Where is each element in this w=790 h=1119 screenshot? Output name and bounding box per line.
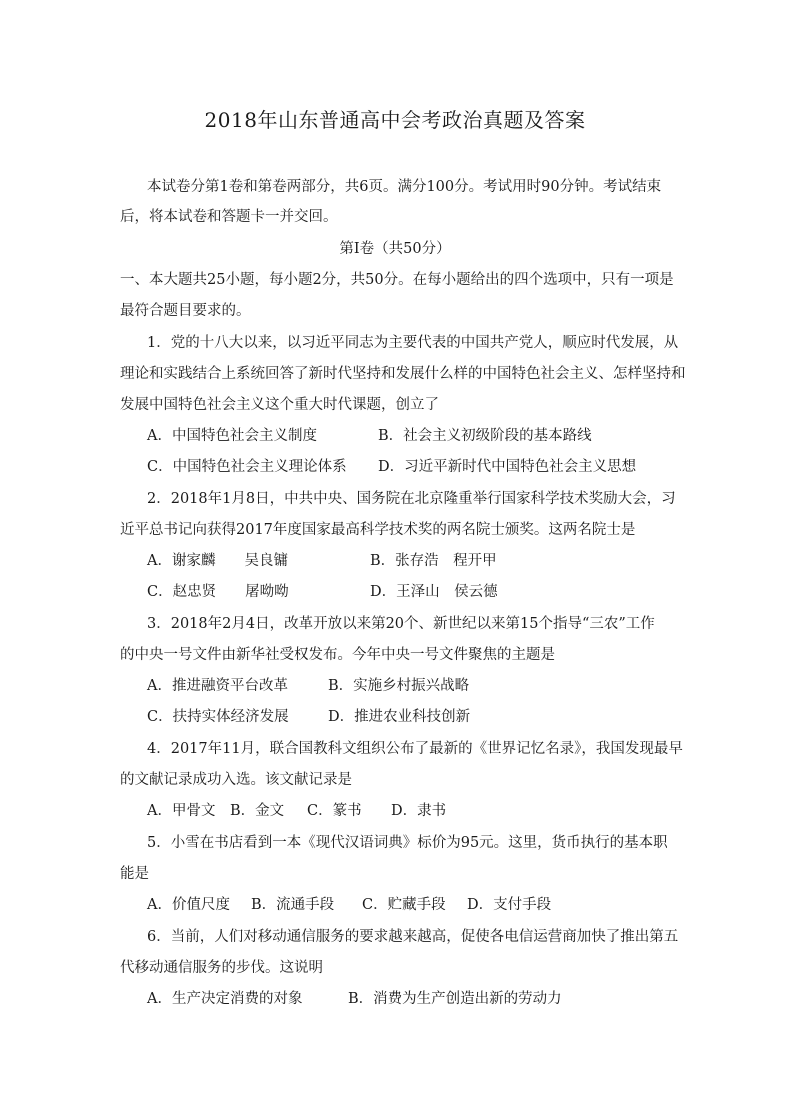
question-3-option-c: C．扶持实体经济发展 [147,709,289,725]
question-1-option-b: B．社会主义初级阶段的基本路线 [378,428,592,444]
instructions-line-2: 最符合题目要求的。 [120,303,251,319]
question-4-option-d: D．隶书 [391,803,447,819]
question-1-line-2: 理论和实践结合上系统回答了新时代坚持和发展什么样的中国特色社会主义、怎样坚持和 [120,366,686,382]
question-5-option-c: C．贮藏手段 [362,897,446,913]
question-1-line-3: 发展中国特色社会主义这个重大时代课题，创立了 [120,397,439,413]
question-1-option-c: C．中国特色社会主义理论体系 [147,459,347,475]
question-4-line-2: 的文献记录成功入选。该文献记录是 [120,772,352,788]
question-2-option-b: B．张存浩 程开甲 [370,553,497,569]
question-4-option-b: B．金文 [230,803,285,819]
question-6-option-a: A．生产决定消费的对象 [147,991,303,1007]
question-5-line-2: 能是 [120,866,149,882]
question-2-option-d: D．王泽山 侯云德 [370,584,498,600]
question-6-line-1: 6．当前，人们对移动通信服务的要求越来越高，促使各电信运营商加快了推出第五 [147,929,679,945]
page-title: 2018年山东普通高中会考政治真题及答案 [204,108,586,132]
question-3-option-d: D．推进农业科技创新 [328,709,471,725]
question-3-option-a: A．推进融资平台改革 [147,678,288,694]
section-heading: 第Ⅰ卷（共50分） [339,241,451,257]
question-2-line-2: 近平总书记向获得2017年度国家最高科学技术奖的两名院士颁奖。这两名院士是 [120,522,636,538]
question-2-option-c: C．赵忠贤 屠呦呦 [147,584,289,600]
question-2-line-1: 2．2018年1月8日，中共中央、国务院在北京隆重举行国家科学技术奖励大会，习 [147,491,676,507]
question-4-line-1: 4．2017年11月，联合国教科文组织公布了最新的《世界记忆名录》，我国发现最早 [147,741,683,757]
question-2-option-a: A．谢家麟 吴良镛 [147,553,288,569]
question-5-option-d: D．支付手段 [467,897,552,913]
question-3-line-1: 3．2018年2月4日，改革开放以来第20个、新世纪以来第15个指导“三农”工作 [147,616,655,632]
question-3-option-b: B．实施乡村振兴战略 [328,678,470,694]
question-5-option-a: A．价值尺度 [147,897,230,913]
question-6-line-2: 代移动通信服务的步伐。这说明 [120,960,323,976]
question-5-line-1: 5．小雪在书店看到一本《现代汉语词典》标价为95元。这里，货币执行的基本职 [147,835,668,851]
question-5-option-b: B．流通手段 [251,897,335,913]
question-1-line-1: 1．党的十八大以来，以习近平同志为主要代表的中国共产党人，顺应时代发展，从 [147,335,679,351]
question-4-option-c: C．篆书 [307,803,362,819]
question-6-option-b: B．消费为生产创造出新的劳动力 [348,991,562,1007]
instructions-line-1: 一、本大题共25小题，每小题2分，共50分。在每小题给出的四个选项中，只有一项是 [120,272,674,288]
question-4-option-a: A．甲骨文 [147,803,216,819]
question-1-option-a: A．中国特色社会主义制度 [147,428,317,444]
intro-line-1: 本试卷分第1卷和第卷两部分，共6页。满分100分。考试用时90分钟。考试结束 [147,179,662,195]
question-1-option-d: D．习近平新时代中国特色社会主义思想 [378,459,637,475]
question-3-line-2: 的中央一号文件由新华社受权发布。今年中央一号文件聚焦的主题是 [120,647,555,663]
intro-line-2: 后，将本试卷和答题卡一并交回。 [120,209,338,225]
